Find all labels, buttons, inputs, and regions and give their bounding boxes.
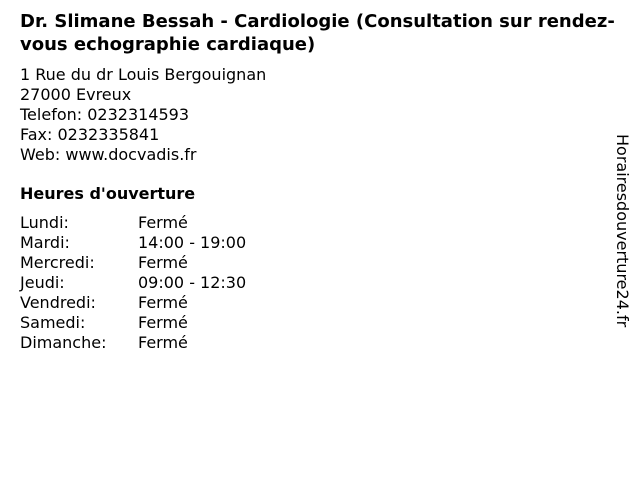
fax-number: Fax: 0232335841 — [20, 125, 160, 144]
hours-row-mardi — [20, 233, 246, 253]
day-hours: 14:00 - 19:00 — [138, 233, 247, 252]
day-label: Samedi: — [20, 313, 86, 332]
hours-row-samedi — [20, 313, 246, 333]
hours-row-mercredi — [20, 253, 246, 273]
day-hours: Fermé — [138, 313, 188, 332]
day-label: Jeudi: — [20, 273, 65, 292]
street-address: 1 Rue du dr Louis Bergouignan — [20, 65, 267, 84]
contact-block — [20, 65, 266, 165]
hours-row-lundi — [20, 213, 246, 233]
site-watermark: Horairesdouverture24.fr — [613, 134, 632, 328]
phone-number: Telefon: 0232314593 — [20, 105, 190, 124]
day-label: Dimanche: — [20, 333, 107, 352]
day-hours: Fermé — [138, 333, 188, 352]
day-hours: Fermé — [138, 293, 188, 312]
day-hours: 09:00 - 12:30 — [138, 273, 247, 292]
day-label: Mercredi: — [20, 253, 95, 272]
day-hours: Fermé — [138, 253, 188, 272]
business-title: Dr. Slimane Bessah - Cardiologie (Consultation sur rendez-vous echographie cardiaque) — [20, 11, 615, 55]
day-hours: Fermé — [138, 213, 188, 232]
opening-hours-heading: Heures d'ouverture — [20, 184, 196, 203]
hours-row-jeudi — [20, 273, 246, 293]
day-label: Mardi: — [20, 233, 70, 252]
city-postcode: 27000 Evreux — [20, 85, 132, 104]
day-label: Vendredi: — [20, 293, 96, 312]
hours-row-vendredi — [20, 293, 246, 313]
day-label: Lundi: — [20, 213, 69, 232]
website: Web: www.docvadis.fr — [20, 145, 197, 164]
hours-row-dimanche — [20, 333, 246, 353]
opening-hours-table — [20, 213, 246, 353]
